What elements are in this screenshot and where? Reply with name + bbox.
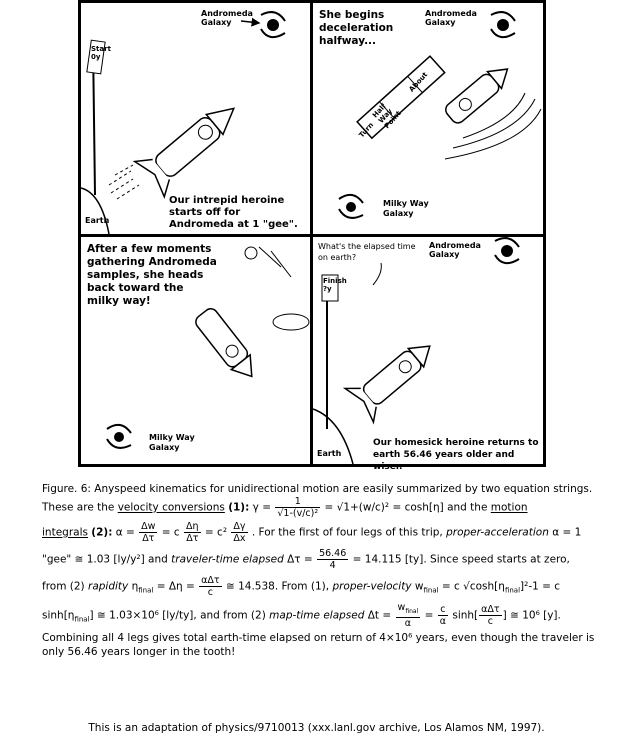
mt-fraction bbox=[396, 602, 421, 629]
sign-about: About bbox=[407, 70, 430, 94]
arrival-illustration bbox=[313, 237, 543, 464]
map-time-term: map-time elapsed bbox=[269, 609, 365, 622]
motion-word: motion bbox=[490, 501, 528, 514]
caption-text: Combining all 4 legs gives total earth-time elapsed on return of 4×10⁶ years, even though the traveler is only 56.46 years longer in the tooth! bbox=[42, 631, 595, 658]
proper-acceleration-term: proper-acceleration bbox=[446, 526, 549, 539]
earth-label: Earth bbox=[85, 216, 110, 225]
milky-way-label: Milky Way Galaxy bbox=[383, 199, 429, 218]
caption-text: = 14.115 [ty]. Since speed starts at zero, bbox=[352, 553, 570, 566]
panel-arrival bbox=[313, 237, 543, 472]
andromeda-label: Andromeda Galaxy bbox=[425, 9, 477, 27]
eq2-f3-num: Δγ bbox=[233, 521, 246, 532]
mt-den: α bbox=[404, 617, 412, 629]
integrals-word: integrals bbox=[42, 526, 88, 539]
eq2-frac1 bbox=[139, 521, 157, 544]
traveler-time-term: traveler-time elapsed bbox=[171, 553, 284, 566]
sign-turn: Turn bbox=[357, 121, 376, 140]
eq1-num: 1 bbox=[275, 496, 320, 508]
caption-text: "gee" ≅ 1.03 [ly/y²] and bbox=[42, 553, 168, 566]
eta-fraction bbox=[199, 575, 221, 598]
caption-text: Δt = bbox=[367, 609, 392, 622]
panel-caption: Our homesick heroine returns to earth 56.46 years older and wiser. bbox=[373, 438, 539, 472]
eq2-eq-c: = c bbox=[161, 526, 180, 539]
tau-den: 4 bbox=[329, 560, 336, 571]
source-footer: This is an adaptation of physics/9710013 (xxx.lanl.gov archive, Los Alamos NM, 1997). bbox=[88, 722, 545, 734]
eq2-f1-num: Δw bbox=[141, 521, 156, 532]
caption-text: ] ≅ 1.03×10⁶ [ly/ty], and from (2) bbox=[89, 609, 266, 622]
w-symbol: w bbox=[414, 580, 424, 593]
earth-label: Earth bbox=[317, 449, 342, 458]
caption-text: sinh[η bbox=[42, 609, 75, 622]
caption-text: = bbox=[424, 609, 434, 622]
caption-text: . For the first of four legs of this trip, bbox=[251, 526, 443, 539]
figure-caption bbox=[42, 482, 602, 659]
caption-text: sinh[ bbox=[452, 609, 479, 622]
caption-text: ]²-1 = c bbox=[520, 580, 561, 593]
proper-velocity-term: proper-velocity bbox=[332, 580, 412, 593]
eta-symbol: η bbox=[131, 580, 139, 593]
eta-subscript: final bbox=[504, 586, 521, 595]
eq2-label: (2): bbox=[91, 526, 113, 539]
figure-number: Figure. 6: bbox=[42, 483, 91, 495]
start-sign: Start 0y bbox=[91, 45, 111, 61]
mt3-fraction bbox=[479, 604, 501, 627]
caption-text: = Δη = bbox=[156, 580, 195, 593]
mt2-num: c bbox=[438, 604, 448, 616]
sign-half-way: Half Way Point bbox=[371, 102, 403, 131]
mt-num bbox=[396, 602, 421, 618]
panel-return-start bbox=[81, 237, 310, 464]
comic-strip bbox=[78, 0, 546, 472]
eq1-fraction bbox=[275, 496, 320, 519]
eta-num: αΔτ bbox=[201, 575, 220, 586]
caption-text: Δτ = bbox=[287, 553, 313, 566]
mt2-fraction bbox=[438, 604, 448, 627]
mt2-den: α bbox=[439, 615, 447, 627]
andromeda-label: Andromeda Galaxy bbox=[201, 9, 253, 27]
tau-num: 56.46 bbox=[319, 548, 347, 559]
panel-caption: Our intrepid heroine starts off for Andromeda at 1 "gee". bbox=[169, 195, 298, 230]
eq1-den: √1-(v/c)² bbox=[277, 508, 319, 519]
speech-bubble: What's the elapsed time on earth? bbox=[318, 242, 416, 262]
eq2-f3-den: Δx bbox=[233, 533, 246, 544]
eq2-frac2 bbox=[184, 521, 201, 544]
caption-text: ≅ 14.538. From (1), bbox=[225, 580, 330, 593]
mt3-num: αΔτ bbox=[481, 603, 500, 615]
eta-subscript: final bbox=[74, 615, 90, 624]
eta-den: c bbox=[207, 587, 213, 598]
eq1-rest: = √1+(w/c)² = cosh[η] and the bbox=[324, 501, 488, 514]
milky-way-label: Milky Way Galaxy bbox=[149, 433, 195, 452]
caption-text: = c √cosh[η bbox=[441, 580, 505, 593]
panel-departure bbox=[81, 3, 310, 234]
mt-num-w: w bbox=[397, 602, 406, 613]
link-velocity-conversions: velocity conversions bbox=[117, 501, 225, 514]
panel-caption: After a few moments gathering Andromeda samples, she heads back toward the milky way! bbox=[87, 243, 217, 307]
eq2-f1-den: Δτ bbox=[142, 533, 155, 544]
caption-text: ] ≅ 10⁶ [y]. bbox=[502, 609, 561, 622]
tau-fraction bbox=[317, 548, 348, 571]
caption-text: Anyspeed kinematics for unidirectional motion are easily summarized by two equation strings. These are the bbox=[42, 483, 593, 514]
andromeda-label: Andromeda Galaxy bbox=[429, 241, 481, 259]
eq2-frac3 bbox=[231, 521, 247, 544]
eq2-eq-c2: = c² bbox=[204, 526, 228, 539]
eta-subscript: final bbox=[138, 586, 154, 595]
eq2-f2-num: Δη bbox=[186, 521, 199, 532]
eq2-alpha: α = bbox=[115, 526, 135, 539]
panel-caption: She begins deceleration halfway... bbox=[319, 9, 394, 47]
caption-text: α = 1 bbox=[552, 526, 582, 539]
finish-sign: Finish ?y bbox=[323, 277, 347, 293]
w-subscript: final bbox=[423, 586, 439, 595]
mt3-den: c bbox=[487, 615, 494, 627]
eq1-gamma: γ = bbox=[252, 501, 272, 514]
rapidity-term: rapidity bbox=[88, 580, 129, 593]
mt-num-sub: final bbox=[405, 607, 419, 615]
panel-deceleration bbox=[313, 3, 543, 234]
eq1-label: (1): bbox=[228, 501, 250, 514]
caption-text: from (2) bbox=[42, 580, 85, 593]
eq2-f2-den: Δτ bbox=[186, 533, 199, 544]
